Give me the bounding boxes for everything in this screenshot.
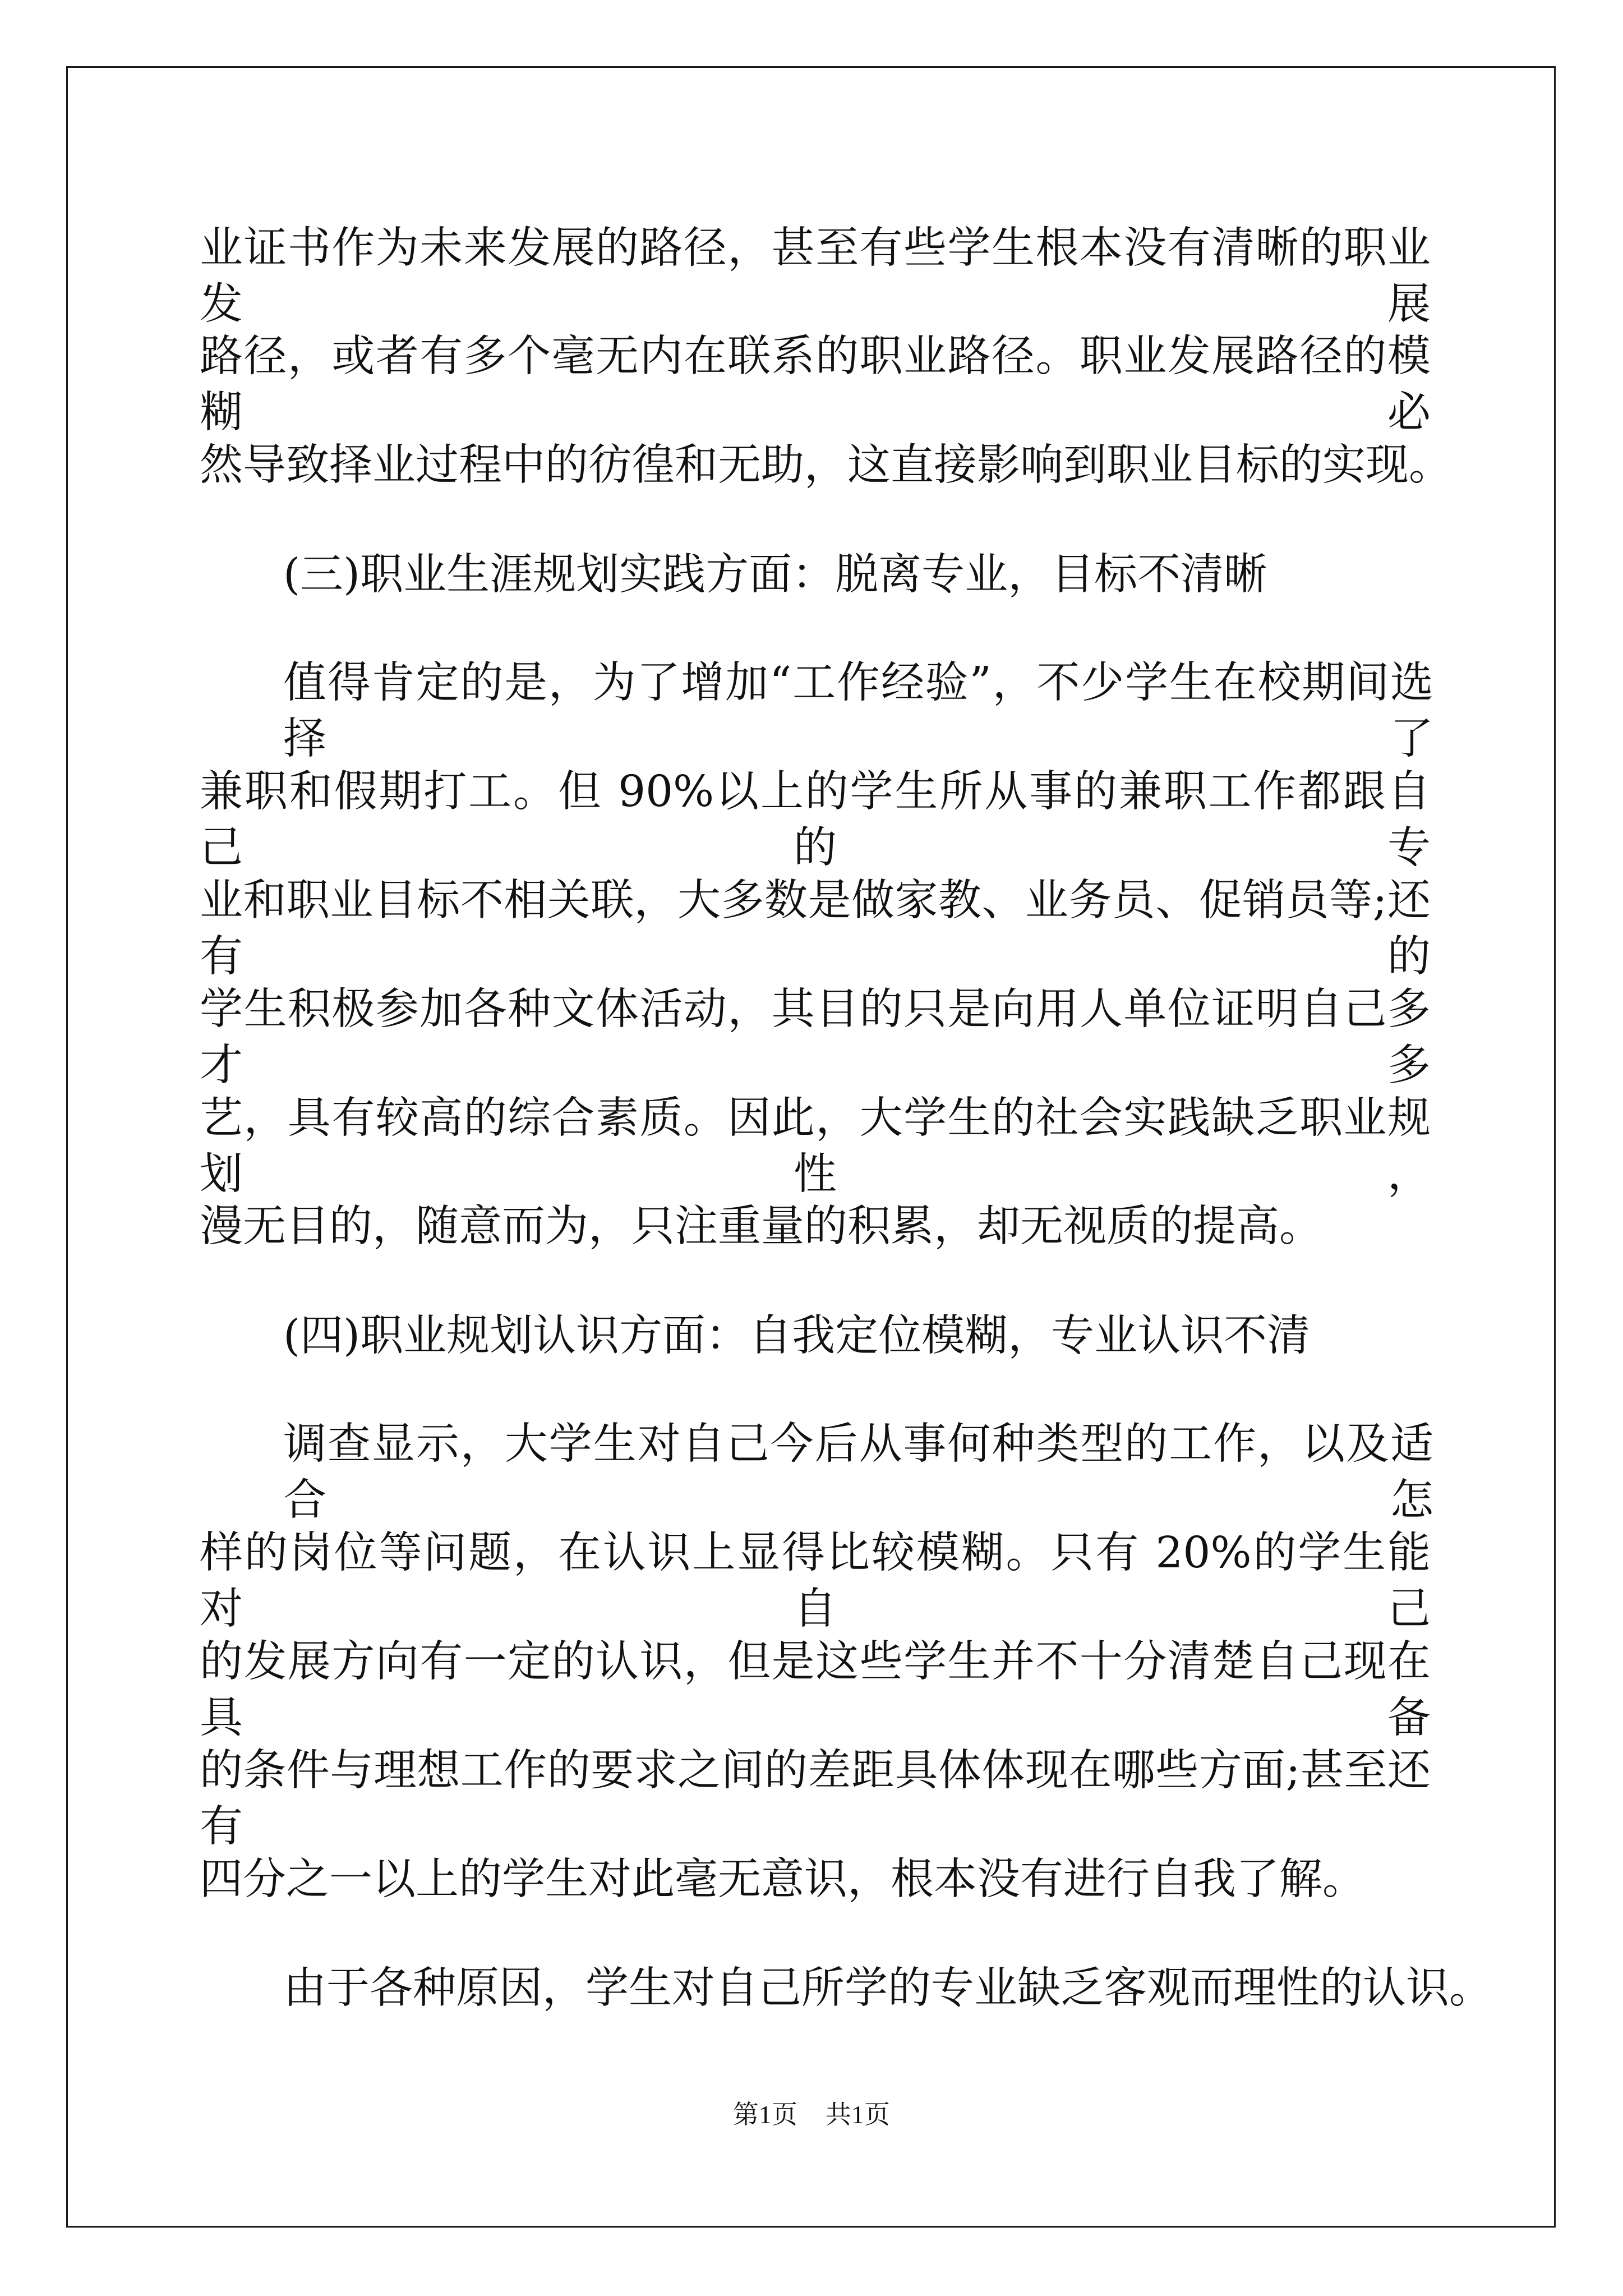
paragraph-line: 业证书作为未来发展的路径，甚至有些学生根本没有清晰的职业发展 [200, 223, 1431, 329]
paragraph-line: 调查显示，大学生对自己今后从事何种类型的工作，以及适合怎 [283, 1419, 1433, 1525]
page-footer [0, 2098, 1623, 2132]
paragraph-line: 的条件与理想工作的要求之间的差距具体体现在哪些方面;甚至还有 [200, 1746, 1431, 1852]
section-heading: (四)职业规划认识方面：自我定位模糊，专业认识不清 [283, 1311, 1311, 1361]
paragraph-line: 的发展方向有一定的认识，但是这些学生并不十分清楚自己现在具备 [200, 1637, 1431, 1743]
paragraph-line: 艺，具有较高的综合素质。因此，大学生的社会实践缺乏职业规划性， [200, 1093, 1431, 1199]
paragraph-line: 兼职和假期打工。但 90%以上的学生所从事的兼职工作都跟自己的专 [200, 767, 1431, 873]
paragraph-line: 路径，或者有多个毫无内在联系的职业路径。职业发展路径的模糊必 [200, 332, 1431, 438]
page-number: 第1页 [733, 2100, 797, 2129]
paragraph-line: 样的岗位等问题，在认识上显得比较模糊。只有 20%的学生能对自己 [200, 1528, 1431, 1634]
paragraph-line: 然导致择业过程中的彷徨和无助，这直接影响到职业目标的实现。 [200, 440, 1452, 490]
section-heading: (三)职业生涯规划实践方面：脱离专业，目标不清晰 [283, 550, 1267, 600]
paragraph-line: 四分之一以上的学生对此毫无意识，根本没有进行自我了解。 [200, 1855, 1366, 1904]
page-total: 共1页 [826, 2100, 890, 2129]
paragraph-line: 业和职业目标不相关联，大多数是做家教、业务员、促销员等;还有的 [200, 876, 1431, 982]
paragraph-line: 值得肯定的是，为了增加“工作经验”，不少学生在校期间选择了 [283, 658, 1433, 764]
paragraph-line: 学生积极参加各种文体活动，其目的只是向用人单位证明自己多才多 [200, 984, 1431, 1091]
paragraph-line: 漫无目的，随意而为，只注重量的积累，却无视质的提高。 [200, 1202, 1322, 1251]
paragraph-line: 由于各种原因，学生对自己所学的专业缺乏客观而理性的认识。 [283, 1963, 1492, 2013]
